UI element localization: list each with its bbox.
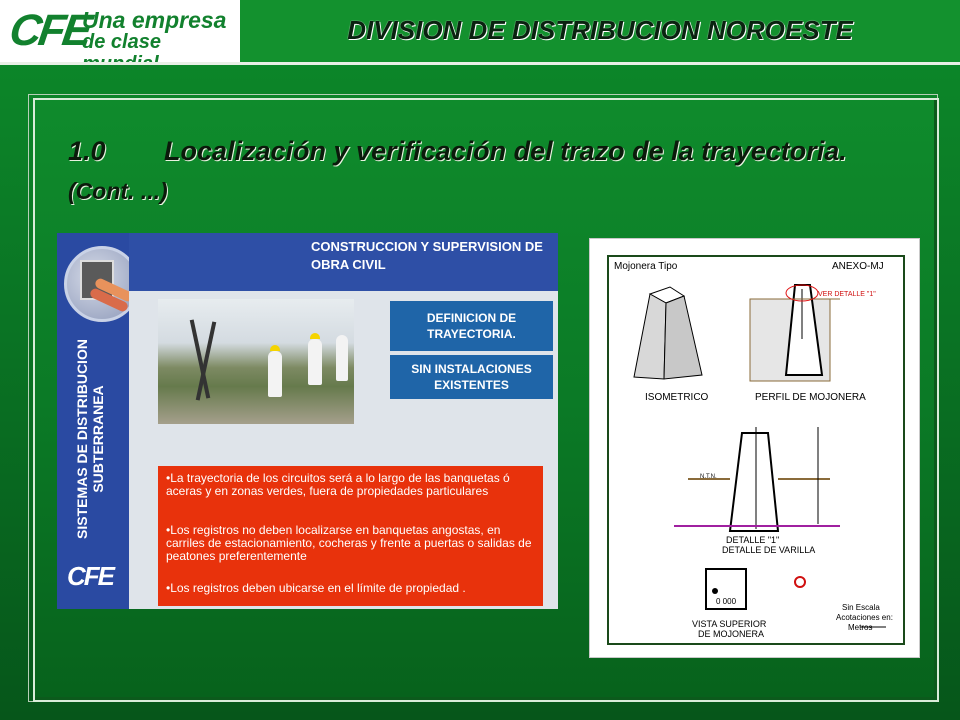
- survey-photo: [158, 299, 354, 424]
- label-detalle-1: DETALLE "1": [726, 535, 780, 545]
- header-band: [240, 0, 960, 62]
- bullet-2: •Los registros no deben localizarse en banquetas angostas, en carriles de estacionamiento, cocheras y frente a puertas o salidas de peatones preferentemente: [166, 523, 532, 563]
- slide-sidebar: [57, 233, 129, 609]
- sidebar-vertical-label: SISTEMAS DE DISTRIBUCION SUBTERRANEA: [74, 339, 106, 539]
- label-acotaciones: Acotaciones en:: [836, 613, 893, 622]
- slide-title-continued: (Cont. ...): [68, 178, 168, 204]
- cfe-logo: [0, 0, 240, 62]
- drawing-linework: [590, 239, 919, 657]
- bullet-3: •Los registros deben ubicarse en el límite de propiedad .: [166, 581, 466, 595]
- no-installations-box: [390, 355, 553, 399]
- label-isometrico: ISOMETRICO: [645, 392, 709, 403]
- no-installations-text: SIN INSTALACIONES EXISTENTES: [411, 362, 532, 392]
- label-vista-2: DE MOJONERA: [698, 629, 765, 639]
- label-vista-1: VISTA SUPERIOR: [692, 619, 767, 629]
- slide-title: [68, 136, 847, 167]
- slide-title-text: Localización y verificación del trazo de la trayectoria.: [164, 136, 847, 166]
- technical-drawing: [589, 238, 920, 658]
- bullet-box: [158, 466, 543, 606]
- label-perfil: PERFIL DE MOJONERA: [755, 392, 866, 403]
- label-metros: Metros: [848, 623, 873, 632]
- logo-brand: CFE: [6, 6, 93, 55]
- logo-tagline-2: de clase: [82, 31, 161, 53]
- worker-figure: [336, 335, 348, 381]
- worker-figure: [268, 351, 282, 397]
- slide-heading: CONSTRUCCION Y SUPERVISION DE OBRA CIVIL: [311, 239, 543, 272]
- label-codigo: 0 000: [716, 597, 737, 606]
- hard-hat-icon: [310, 333, 320, 339]
- label-sin-escala: Sin Escala: [842, 603, 880, 612]
- label-ver-detalle: VER DETALLE "1": [818, 291, 876, 298]
- label-detalle-2: DETALLE DE VARILLA: [722, 545, 816, 555]
- bullet-1: •La trayectoria de los circuitos será a lo largo de las banquetas ó aceras y en zonas verdes, fuera de propiedades particulares: [166, 471, 510, 498]
- header-title: DIVISION DE DISTRIBUCION NOROESTE: [347, 15, 853, 45]
- hard-hat-icon: [270, 345, 280, 351]
- drawing-annex: ANEXO-MJ: [832, 261, 884, 272]
- definition-box-text: DEFINICION DE TRAYECTORIA.: [426, 311, 517, 341]
- logo-tagline-1: Una empresa: [82, 7, 227, 33]
- worker-figure: [308, 339, 322, 385]
- sidebar-cfe-logo: CFE: [67, 561, 113, 591]
- slide-number: 1.0: [68, 136, 106, 166]
- embedded-slide-image: [57, 233, 558, 609]
- header-divider: [0, 62, 960, 65]
- definition-box: [390, 301, 553, 351]
- label-ntn: N.T.N.: [700, 474, 717, 480]
- drawing-title: Mojonera Tipo: [614, 261, 678, 272]
